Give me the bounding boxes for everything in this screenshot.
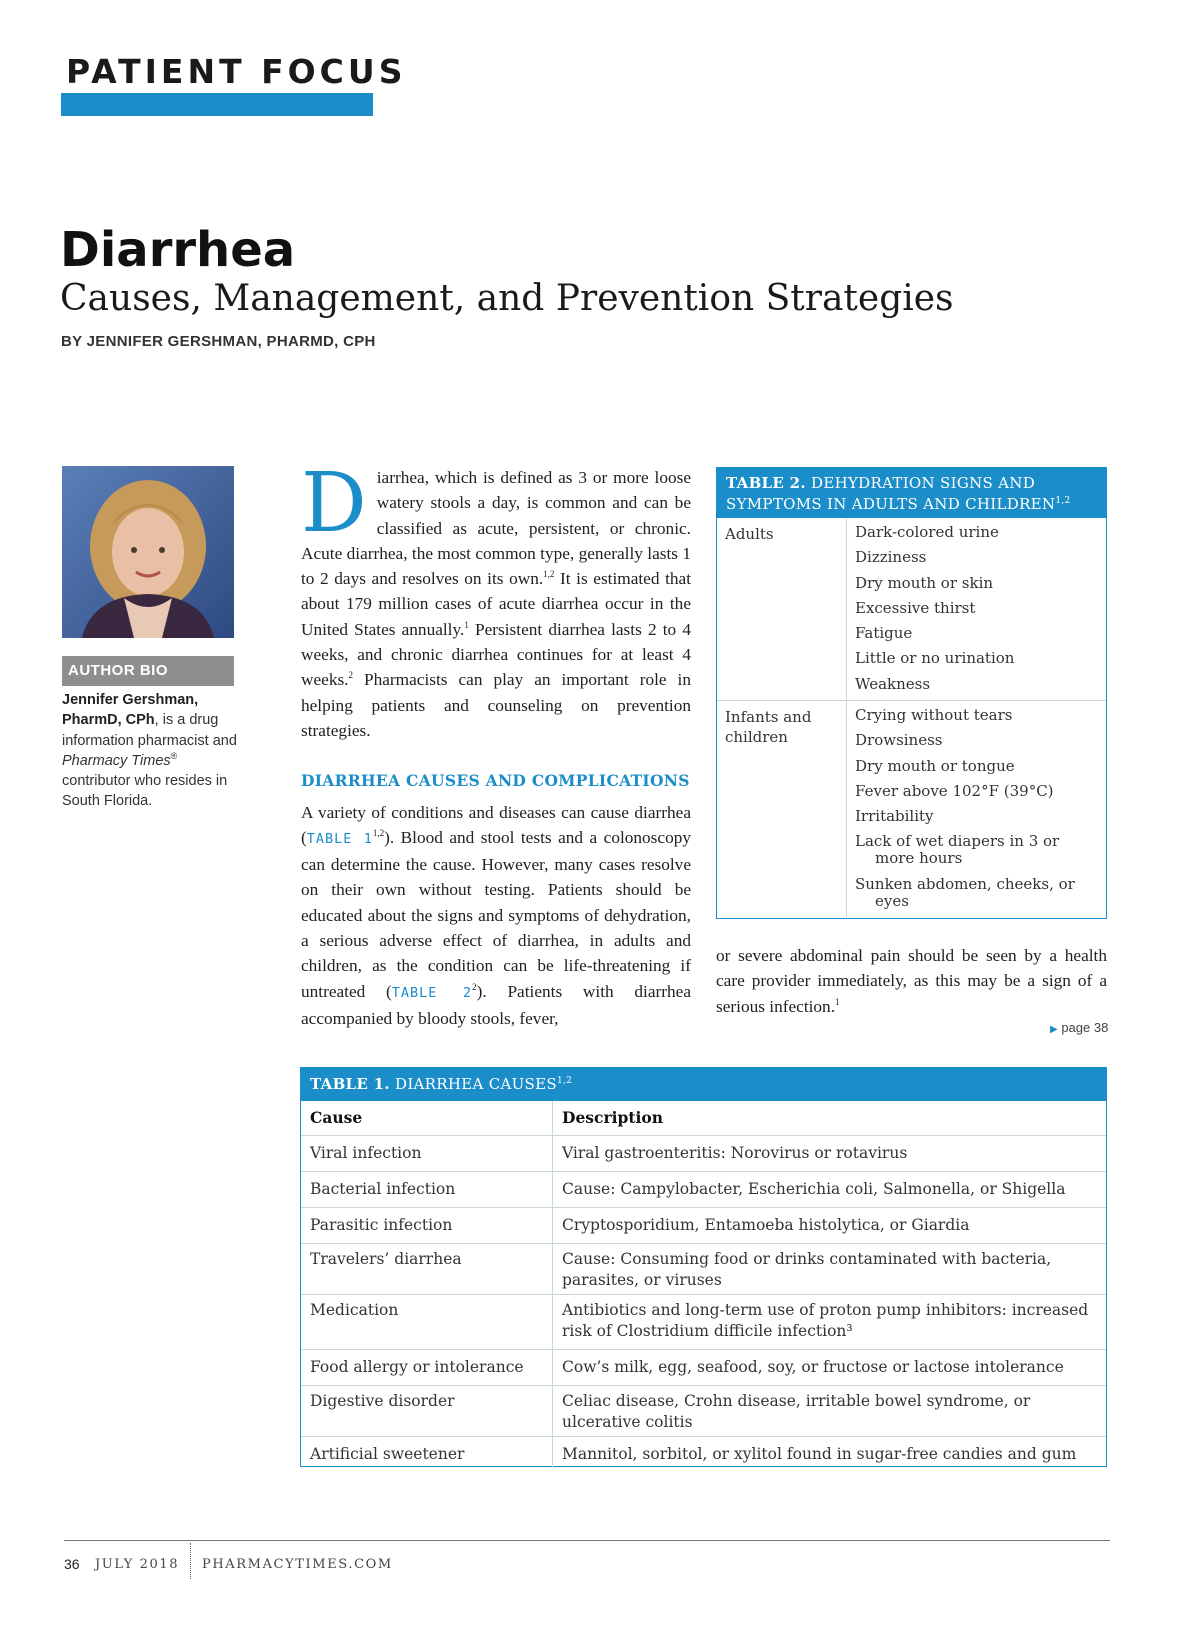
text-run: Persistent diarrhea lasts 2 to 4 weeks, and chronic diarrhea continues for at least 4 weeks. [301,619,691,690]
article-column-1 [301,456,692,1031]
table-row [301,1207,1106,1243]
symptom-list [847,518,1106,700]
closing-paragraph [716,943,1107,1019]
cause-cell: Travelers’ diarrhea [301,1244,553,1294]
symptom-item: Dry mouth or skin [855,573,994,592]
description-cell: Cryptosporidium, Entamoeba histolytica, or Giardia [562,1216,970,1234]
section-label: PATIENT FOCUS [66,52,407,91]
description-cell: Cause: Campylobacter, Escherichia coli, Salmonella, or Shigella [562,1180,1066,1198]
text-run: or severe abdominal pain should be seen by a health care provider immediately, as this may be a sign of a serious infection. [716,946,1107,1016]
table-header-row [301,1101,1106,1135]
bio-part: contributor who resides in South Florida. [62,773,228,810]
section-accent-bar [61,93,373,116]
text-run: Pharmacists can play an important role in helping patients and counseling on prevention strategies. [301,670,691,740]
article-column-2 [716,943,1107,1019]
citation: 1,2 [543,569,555,580]
text-run: ). Patients with diarrhea accompanied by bloody stools, fever, [301,981,691,1028]
continued-link[interactable] [1050,1020,1108,1035]
symptom-item: Irritability [855,807,934,826]
symptom-list [847,701,1106,917]
publication-name: Pharmacy Times [62,752,171,769]
cause-cell: Viral infection [301,1136,553,1171]
text-run: ). Blood and stool tests and a colonoscopy can determine the cause. However, many cases resolve on their own without testing. Patients should be educated about the signs and symptoms of dehydration, a serious adverse effect of diarrhea, in adults and children, as the condition can be life-threatening if untreated ( [301,827,691,1001]
citation: 1,2 [1055,496,1071,506]
article-title: Diarrhea [60,222,296,278]
symptom-item: Sunken abdomen, cheeks, or eyes [855,874,1075,910]
citation: 2 [348,670,354,681]
symptom-item: Dizziness [855,548,927,567]
citation: 1,2 [372,828,385,839]
table-1-causes [300,1067,1107,1467]
article-subtitle: Causes, Management, and Prevention Strategies [60,278,954,319]
cause-cell: Digestive disorder [301,1386,553,1436]
registered-mark: ® [170,751,178,762]
table-1-header [301,1068,1106,1101]
byline: BY JENNIFER GERSHMAN, PHARMD, CPH [61,333,376,350]
drop-cap: D [301,456,367,551]
table-row [301,1436,1106,1467]
arrow-right-icon: ▶ [1050,1024,1058,1035]
footer-divider [190,1543,191,1579]
table-row [301,1135,1106,1171]
symptom-item: Weakness [855,674,931,693]
author-bio-heading: AUTHOR BIO [62,656,234,686]
author-photo [62,466,234,638]
citation: 1 [835,996,840,1007]
citation: 1,2 [556,1076,573,1086]
intro-paragraph [301,456,692,743]
table-row [301,1243,1106,1294]
symptom-item: Fatigue [855,624,913,643]
citation: 1 [464,620,469,631]
description-cell: Viral gastroenteritis: Norovirus or rotavirus [562,1144,908,1162]
bio-part: , is a drug information pharmacist and [62,712,237,749]
table-row [717,518,1106,700]
table-row [301,1294,1106,1349]
table-1-reference-link[interactable]: TABLE 1 [306,830,373,847]
table-2-body [717,518,1106,917]
cause-cell: Parasitic infection [301,1208,553,1243]
cause-cell: Bacterial infection [301,1172,553,1207]
symptom-item: Excessive thirst [855,598,976,617]
description-cell: Celiac disease, Crohn disease, irritable bowel syndrome, or ulcerative colitis [562,1392,1031,1431]
table-2-header [717,468,1106,518]
description-cell: Antibiotics and long-term use of proton pump inhibitors: increased risk of Clostridium difficile infection³ [562,1301,1089,1340]
column-header: Description [562,1108,664,1127]
text-run: A variety of conditions and diseases can cause diarrhea ( [301,802,691,847]
page-number: 36 [64,1556,80,1572]
table-row [717,700,1106,917]
description-cell: Cow’s milk, egg, seafood, soy, or fructose or lactose intolerance [562,1358,1064,1376]
table-label: TABLE 1. [310,1075,390,1093]
description-cell: Cause: Consuming food or drinks contaminated with bacteria, parasites, or viruses [562,1250,1052,1289]
description-cell: Mannitol, sorbitol, or xylitol found in sugar-free candies and gum [562,1445,1077,1463]
section-heading: DIARRHEA CAUSES AND COMPLICATIONS [301,771,690,791]
table-2-reference-link[interactable]: TABLE 2 [391,984,473,1001]
author-name: Jennifer Gershman, PharmD, CPh [62,692,199,729]
table-title: DIARRHEA CAUSES [395,1075,557,1093]
symptom-item: Dark-colored urine [855,523,999,541]
website-link[interactable]: PHARMACYTIMES.COM [202,1557,393,1572]
symptom-item: Fever above 102°F (39°C) [855,781,1054,800]
column-header: Cause [301,1101,553,1135]
table-row [301,1385,1106,1436]
cause-cell: Food allergy or intolerance [301,1350,553,1385]
citation: 2 [472,981,477,992]
table-label: TABLE 2. [726,474,806,492]
cause-cell: Artificial sweetener [301,1437,553,1467]
symptom-item: Dry mouth or tongue [855,756,1015,775]
symptom-item: Lack of wet diapers in 3 or more hours [855,832,1060,868]
text-run: iarrhea, which is defined as 3 or more loose watery stools a day, is common and can be classified as acute, persistent, or chronic. Acute diarrhea, the most common type, generally lasts 1 to 2 days and resolves on its own. [301,468,691,589]
causes-paragraph [301,800,691,1032]
text-run: It is estimated that about 179 million cases of acute diarrhea occur in the United States annually. [301,569,692,639]
author-bio-text [62,690,237,812]
table-1-body [301,1135,1106,1467]
table-2-dehydration [716,467,1107,919]
continued-label: page 38 [1061,1020,1109,1035]
footer-rule [64,1540,1110,1541]
symptom-item: Little or no urination [855,649,1015,668]
table-title: DEHYDRATION SIGNS AND SYMPTOMS IN ADULTS AND CHILDREN [726,474,1056,513]
table-row [301,1171,1106,1207]
row-group-label: Infants and children [717,701,847,917]
symptom-item: Crying without tears [855,706,1013,724]
symptom-item: Drowsiness [855,731,943,750]
cause-cell: Medication [301,1295,553,1349]
row-group-label: Adults [717,518,847,700]
table-row [301,1349,1106,1385]
issue-date: JULY 2018 [95,1557,180,1572]
